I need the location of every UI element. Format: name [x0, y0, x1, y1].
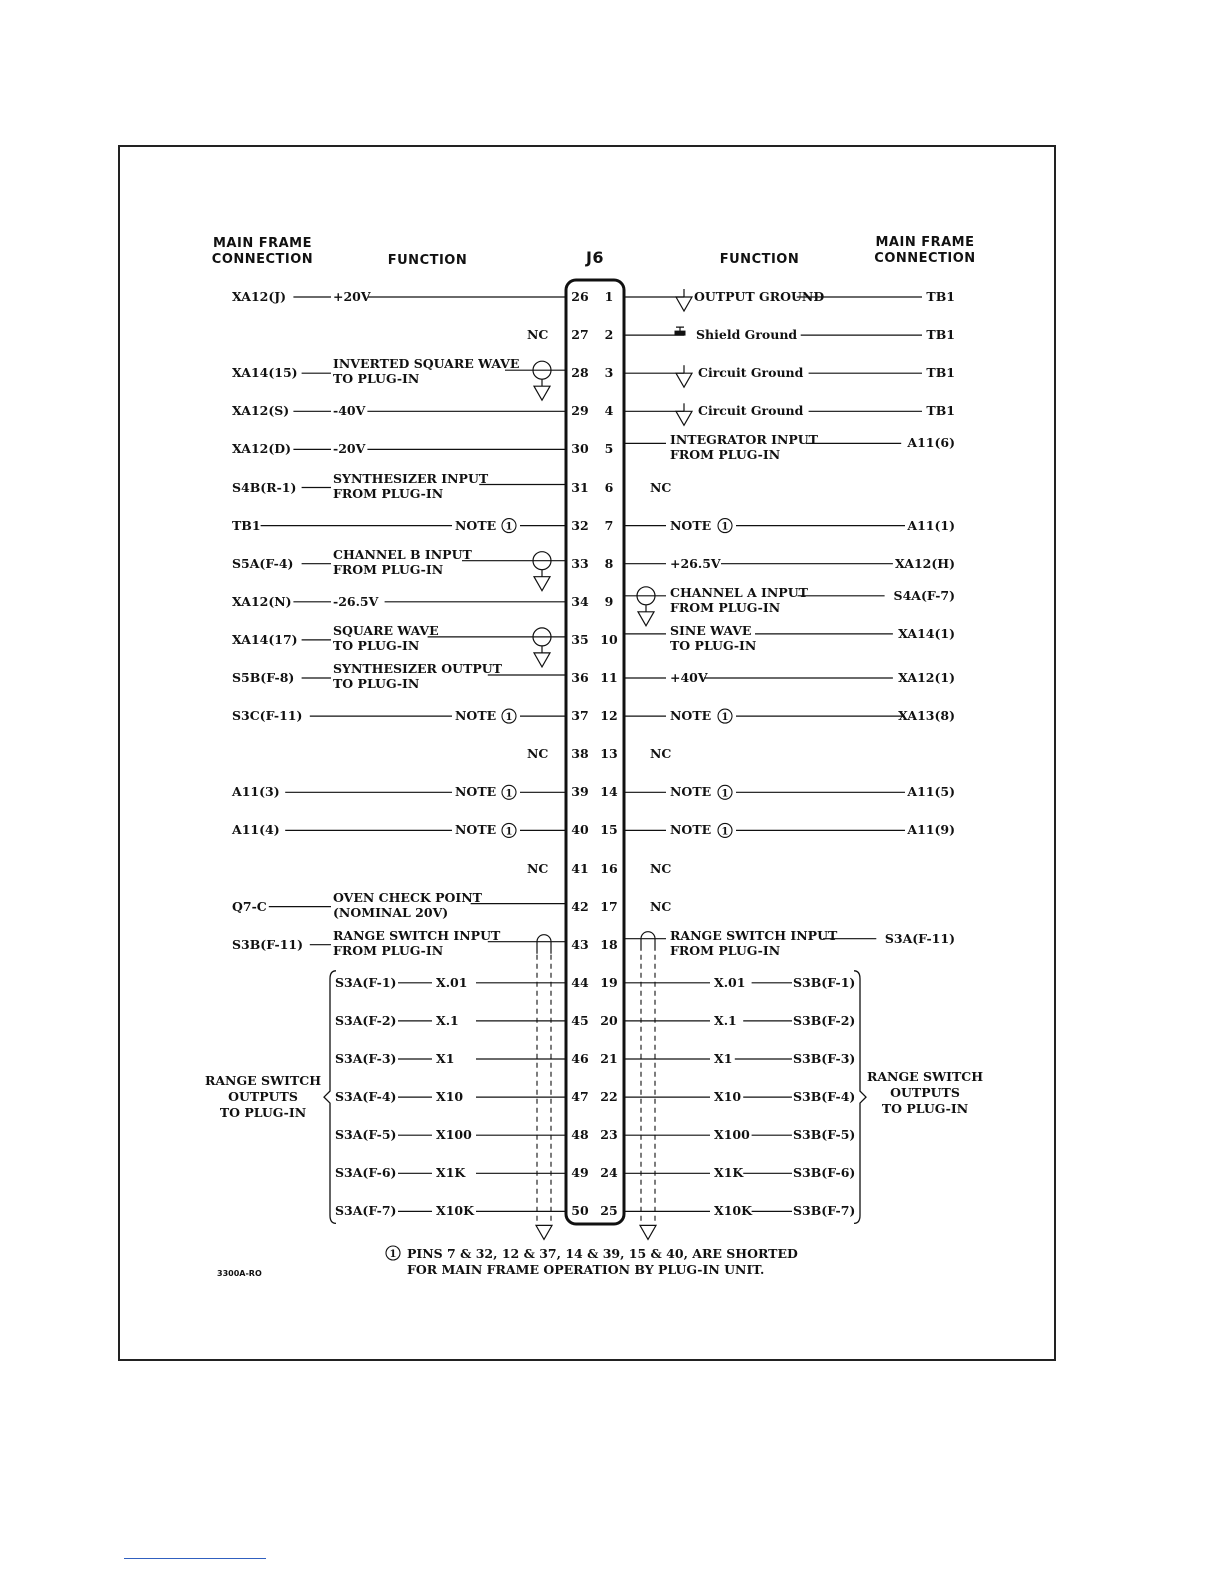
shield-cap-icon [537, 935, 551, 954]
right-connection-label: A11(5) [907, 784, 955, 800]
pin-43: 43 [571, 936, 589, 952]
pin-40: 40 [571, 822, 589, 838]
chassis-ground-fill [675, 331, 685, 335]
pin-34: 34 [571, 593, 589, 609]
left-connection-label: Q7-C [232, 898, 267, 914]
right-connection-label: XA12(1) [898, 670, 955, 685]
pin-19: 19 [600, 974, 618, 990]
ground-icon [536, 1225, 552, 1239]
pin-50: 50 [571, 1203, 589, 1219]
pin-41: 41 [571, 860, 589, 876]
left-connection-header: MAIN FRAME CONNECTION [211, 236, 314, 267]
pin-4: 4 [604, 403, 614, 419]
pin-17: 17 [600, 898, 618, 914]
pin-6: 6 [604, 479, 614, 495]
left-range-connection: S3A(F-2) [335, 1012, 397, 1028]
pin-47: 47 [571, 1089, 589, 1105]
right-range-connection: S3B(F-4) [793, 1089, 856, 1105]
right-nc-label: NC [650, 746, 672, 762]
right-note-label: NOTE [670, 517, 712, 533]
ground-icon [638, 612, 654, 626]
pin-29: 29 [571, 403, 589, 419]
pin-10: 10 [600, 631, 618, 647]
right-range-connection: S3B(F-1) [793, 974, 856, 990]
shield-cap-icon [641, 932, 655, 951]
left-nc-label: NC [527, 860, 549, 876]
right-range-connection: S3B(F-6) [793, 1165, 856, 1181]
right-range-function: X.01 [714, 974, 746, 990]
right-function-label: Circuit Ground [698, 403, 804, 419]
pin-14: 14 [600, 784, 618, 800]
right-connection-label: A11(9) [907, 822, 955, 838]
pin-27: 27 [571, 327, 589, 343]
left-note-label: NOTE [455, 708, 497, 724]
footnote-line-1: PINS 7 & 32, 12 & 37, 14 & 39, 15 & 40, ARE SHORTED [407, 1246, 798, 1261]
right-nc-label: NC [650, 860, 672, 876]
right-connection-label: S3A(F-11) [884, 930, 955, 946]
right-connection-label: A11(1) [907, 517, 955, 533]
pin-13: 13 [600, 746, 618, 762]
pin-5: 5 [604, 441, 614, 457]
right-range-function: X1K [714, 1165, 744, 1181]
right-connection-label: A11(6) [907, 435, 955, 451]
left-function-label: -40V [333, 403, 366, 419]
left-function-label: -26.5V [333, 593, 379, 609]
right-range-function: X10 [714, 1089, 742, 1105]
note-marker-text: 1 [505, 521, 513, 533]
left-function-label: RANGE SWITCH INPUT FROM PLUG-IN [333, 927, 501, 958]
left-connection-label: S5B(F-8) [232, 670, 295, 685]
left-note-label: NOTE [455, 517, 497, 533]
left-nc-label: NC [527, 746, 549, 762]
left-connection-label: S3C(F-11) [232, 708, 303, 724]
ground-icon [676, 373, 692, 387]
pin-33: 33 [571, 555, 589, 571]
pin-28: 28 [571, 365, 589, 381]
pin-3: 3 [604, 365, 614, 381]
left-nc-label: NC [527, 327, 549, 343]
pin-49: 49 [571, 1165, 589, 1181]
figure-id: 3300A-RO [217, 1269, 262, 1278]
note-marker-text: 1 [721, 712, 729, 724]
note-marker-text: 1 [505, 712, 513, 724]
pin-37: 37 [571, 708, 589, 724]
note-marker-text: 1 [505, 826, 513, 838]
right-connection-header: MAIN FRAME CONNECTION [874, 235, 976, 266]
left-range-connection: S3A(F-7) [335, 1203, 397, 1219]
pin-44: 44 [571, 974, 589, 990]
right-function-label: OUTPUT GROUND [694, 289, 825, 304]
left-connection-label: XA12(D) [232, 441, 292, 457]
pin-30: 30 [571, 441, 589, 457]
left-note-label: NOTE [455, 822, 497, 838]
left-function-label: SYNTHESIZER OUTPUT TO PLUG-IN [333, 661, 502, 691]
left-range-function: X100 [436, 1127, 472, 1143]
note-marker-text: 1 [721, 788, 729, 800]
right-range-function: X10K [714, 1203, 752, 1219]
right-connection-label: TB1 [926, 289, 955, 304]
note-marker-text: 1 [505, 788, 513, 800]
right-connection-label: TB1 [926, 403, 955, 419]
left-range-function: X1 [436, 1051, 455, 1066]
pin-21: 21 [600, 1051, 618, 1066]
left-function-header: FUNCTION [387, 253, 468, 268]
right-connection-label: TB1 [926, 327, 955, 343]
left-connection-label: XA12(N) [232, 593, 292, 609]
pin-20: 20 [600, 1012, 618, 1028]
pin-38: 38 [571, 746, 589, 762]
ground-icon [676, 297, 692, 311]
pin-36: 36 [571, 670, 589, 685]
left-function-label: INVERTED SQUARE WAVE TO PLUG-IN [333, 356, 520, 387]
pin-31: 31 [571, 479, 589, 495]
ground-icon [640, 1225, 656, 1239]
left-note-label: NOTE [455, 784, 497, 800]
ground-icon [534, 577, 550, 591]
pin-16: 16 [600, 860, 618, 876]
left-connection-label: A11(4) [232, 822, 280, 838]
left-connection-label: XA12(S) [232, 403, 290, 419]
right-range-function: X.1 [714, 1012, 737, 1028]
right-connection-label: S4A(F-7) [893, 587, 955, 603]
pin-7: 7 [604, 517, 614, 533]
left-connection-label: XA14(17) [232, 631, 298, 647]
right-connection-label: XA13(8) [898, 708, 955, 724]
right-note-label: NOTE [670, 784, 712, 800]
left-function-label: +20V [333, 289, 371, 304]
right-function-label: +26.5V [670, 555, 721, 571]
left-range-connection: S3A(F-4) [335, 1089, 397, 1105]
left-function-label: -20V [333, 441, 366, 457]
left-range-function: X.1 [436, 1012, 459, 1028]
pin-48: 48 [571, 1127, 589, 1143]
pin-9: 9 [604, 593, 614, 609]
left-connection-label: XA12(J) [232, 289, 287, 304]
left-connection-label: TB1 [232, 517, 261, 533]
pin-26: 26 [571, 289, 589, 304]
pin-18: 18 [600, 936, 618, 952]
left-connection-label: A11(3) [232, 784, 280, 800]
pin-11: 11 [600, 670, 618, 685]
right-function-label: +40V [670, 670, 708, 685]
pin-25: 25 [600, 1203, 618, 1219]
note-marker-text: 1 [389, 1249, 397, 1260]
right-range-function: X100 [714, 1127, 750, 1143]
left-range-function: X10K [436, 1203, 474, 1219]
right-range-function: X1 [714, 1051, 733, 1066]
left-connection-label: S3B(F-11) [232, 936, 304, 952]
range-outputs-right-label: RANGE SWITCH OUTPUTS TO PLUG-IN [866, 1069, 984, 1116]
right-function-label: Circuit Ground [698, 365, 804, 381]
pin-32: 32 [571, 517, 589, 533]
right-note-label: NOTE [670, 822, 712, 838]
left-range-function: X.01 [436, 974, 468, 990]
ground-icon [676, 411, 692, 425]
range-outputs-left-label: RANGE SWITCH OUTPUTS TO PLUG-IN [204, 1073, 322, 1120]
note-marker-text: 1 [721, 826, 729, 838]
left-range-function: X10 [436, 1089, 464, 1105]
right-nc-label: NC [650, 479, 672, 495]
pin-1: 1 [604, 289, 614, 304]
pin-42: 42 [571, 898, 589, 914]
note-marker-text: 1 [721, 521, 729, 533]
pin-23: 23 [600, 1127, 618, 1143]
left-range-connection: S3A(F-5) [335, 1127, 397, 1143]
right-note-label: NOTE [670, 708, 712, 724]
left-range-connection: S3A(F-6) [335, 1165, 397, 1181]
right-nc-label: NC [650, 898, 672, 914]
left-function-label: SYNTHESIZER INPUT FROM PLUG-IN [333, 470, 489, 501]
left-function-label: CHANNEL B INPUT FROM PLUG-IN [333, 546, 472, 577]
right-function-label: Shield Ground [696, 327, 798, 343]
right-connection-label: TB1 [926, 365, 955, 381]
right-range-connection: S3B(F-3) [793, 1051, 856, 1066]
pin-15: 15 [600, 822, 618, 838]
pin-35: 35 [571, 631, 589, 647]
pin-46: 46 [571, 1051, 589, 1066]
left-connection-label: S5A(F-4) [232, 555, 294, 571]
pin-45: 45 [571, 1012, 589, 1028]
left-function-label: OVEN CHECK POINT (NOMINAL 20V) [333, 889, 482, 920]
right-range-connection: S3B(F-7) [793, 1203, 856, 1219]
right-function-label: RANGE SWITCH INPUT FROM PLUG-IN [670, 927, 838, 958]
right-connection-label: XA14(1) [898, 625, 955, 641]
left-range-connection: S3A(F-1) [335, 974, 397, 990]
left-range-connection: S3A(F-3) [335, 1051, 397, 1066]
ground-icon [534, 386, 550, 400]
right-function-label: SINE WAVE TO PLUG-IN [670, 622, 757, 653]
connector-header: J6 [585, 248, 605, 267]
right-range-connection: S3B(F-5) [793, 1127, 856, 1143]
pin-39: 39 [571, 784, 589, 800]
left-function-label: SQUARE WAVE TO PLUG-IN [333, 622, 439, 653]
right-range-connection: S3B(F-2) [793, 1012, 856, 1028]
pin-24: 24 [600, 1165, 618, 1181]
ground-icon [534, 653, 550, 667]
right-connection-label: XA12(H) [895, 555, 955, 571]
right-function-label: INTEGRATOR INPUT FROM PLUG-IN [670, 432, 818, 463]
pin-22: 22 [600, 1089, 618, 1105]
right-function-label: CHANNEL A INPUT FROM PLUG-IN [670, 584, 808, 615]
left-connection-label: XA14(15) [232, 365, 298, 381]
left-range-function: X1K [436, 1165, 466, 1181]
footer-rule [124, 1558, 266, 1559]
pin-2: 2 [604, 327, 614, 343]
right-function-header: FUNCTION [719, 252, 800, 267]
pin-8: 8 [604, 555, 614, 571]
pin-12: 12 [600, 708, 618, 724]
footnote-line-2: FOR MAIN FRAME OPERATION BY PLUG-IN UNIT. [407, 1262, 765, 1277]
left-connection-label: S4B(R-1) [232, 479, 297, 495]
